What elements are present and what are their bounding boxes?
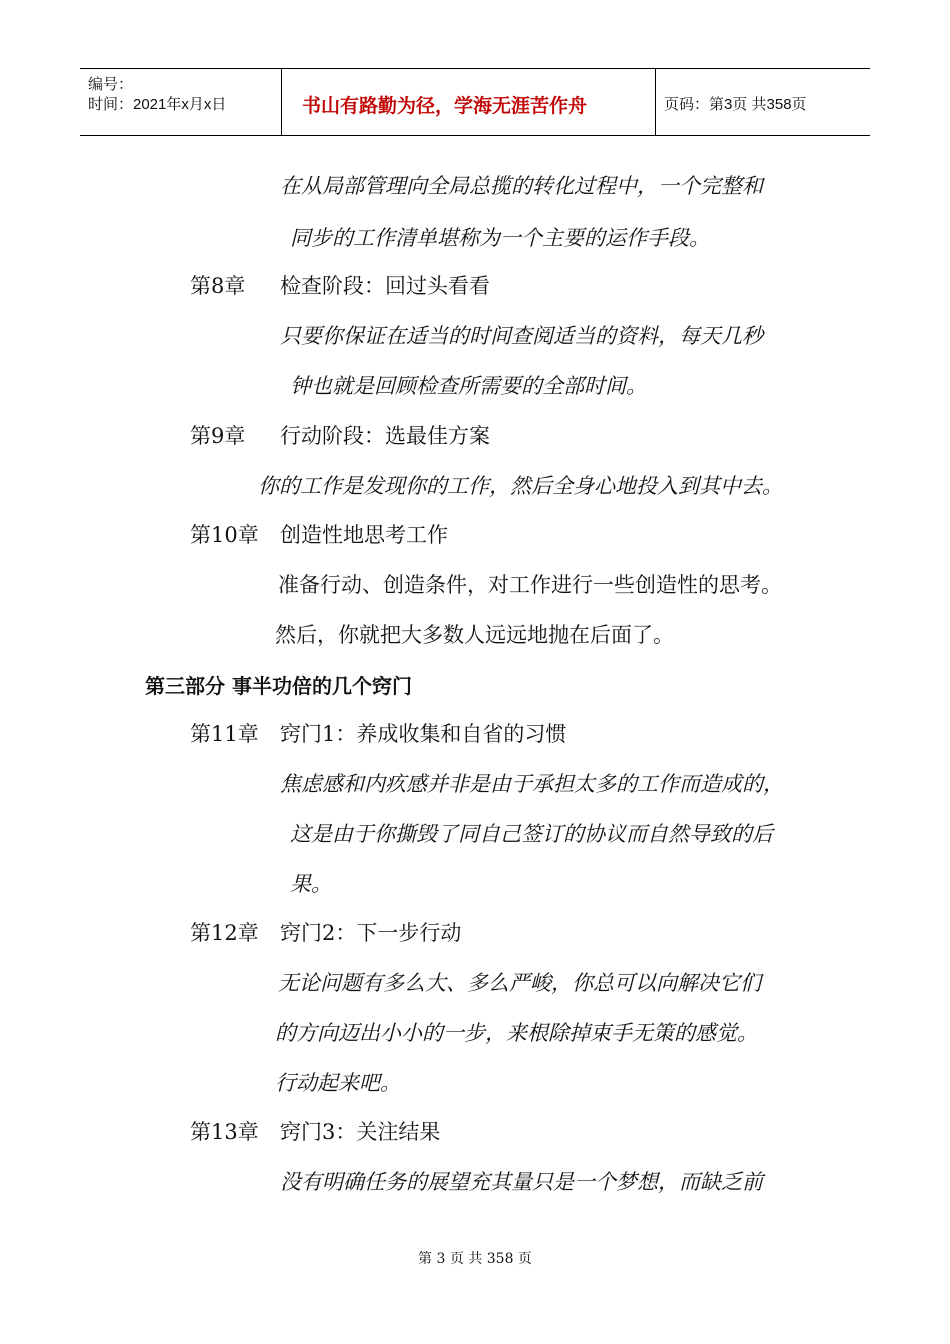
- chapter-9-number: 第9章: [190, 424, 246, 448]
- chapter-8-quote-line-1: 只要你保证在适当的时间查阅适当的资料，每天几秒: [280, 324, 763, 348]
- header-info-cell: [80, 69, 282, 135]
- chapter-11-quote-line-2: 这是由于你撕毁了同自己签订的协议而自然导致的后: [290, 822, 773, 846]
- chapter-13-quote-line-1: 没有明确任务的展望充其量只是一个梦想，而缺乏前: [280, 1170, 763, 1194]
- chapter-10-number: 第10章: [190, 523, 259, 547]
- intro-quote-line-1: 在从局部管理向全局总揽的转化过程中，一个完整和: [280, 174, 763, 198]
- chapter-12-number: 第12章: [190, 921, 259, 945]
- page-header: [80, 68, 870, 136]
- chapter-10-text-line-1: 准备行动、创造条件，对工作进行一些创造性的思考。: [278, 573, 782, 597]
- chapter-10-title: 创造性地思考工作: [280, 523, 448, 547]
- chapter-12-quote-line-1: 无论问题有多么大、多么严峻，你总可以向解决它们: [278, 971, 761, 995]
- chapter-11-quote-line-1: 焦虑感和内疚感并非是由于承担太多的工作而造成的，: [280, 772, 784, 796]
- header-page-number: 页码：第3页 共358页: [664, 96, 807, 113]
- chapter-13-number: 第13章: [190, 1120, 259, 1144]
- chapter-11-quote-line-3: 果。: [290, 872, 332, 896]
- header-motto-cell: [282, 69, 656, 135]
- chapter-12-quote-line-2: 的方向迈出小小的一步，来根除掉束手无策的感觉。: [275, 1021, 758, 1045]
- chapter-12-title: 窍门2：下一步行动: [280, 921, 462, 945]
- document-number: 编号：: [88, 76, 134, 93]
- document-date: 时间：2021年x月x日: [88, 96, 227, 113]
- header-motto: 书山有路勤为径，学海无涯苦作舟: [302, 95, 588, 117]
- chapter-10-text-line-2: 然后，你就把大多数人远远地抛在后面了。: [275, 623, 674, 647]
- chapter-9-title: 行动阶段：选最佳方案: [280, 424, 490, 448]
- chapter-8-quote-line-2: 钟也就是回顾检查所需要的全部时间。: [290, 374, 647, 398]
- intro-quote-line-2: 同步的工作清单堪称为一个主要的运作手段。: [290, 226, 710, 250]
- chapter-13-title: 窍门3：关注结果: [280, 1120, 441, 1144]
- chapter-12-quote-line-3: 行动起来吧。: [275, 1071, 401, 1095]
- chapter-8-number: 第8章: [190, 274, 246, 298]
- chapter-9-quote-line-1: 你的工作是发现你的工作，然后全身心地投入到其中去。: [258, 474, 783, 498]
- chapter-11-number: 第11章: [190, 722, 259, 746]
- chapter-8-title: 检查阶段：回过头看看: [280, 274, 490, 298]
- page-footer: 第 3 页 共 358 页: [418, 1251, 532, 1267]
- header-page-cell: [656, 69, 870, 135]
- chapter-11-title: 窍门1：养成收集和自省的习惯: [280, 722, 567, 746]
- part-3-heading: 第三部分 事半功倍的几个窍门: [145, 674, 412, 698]
